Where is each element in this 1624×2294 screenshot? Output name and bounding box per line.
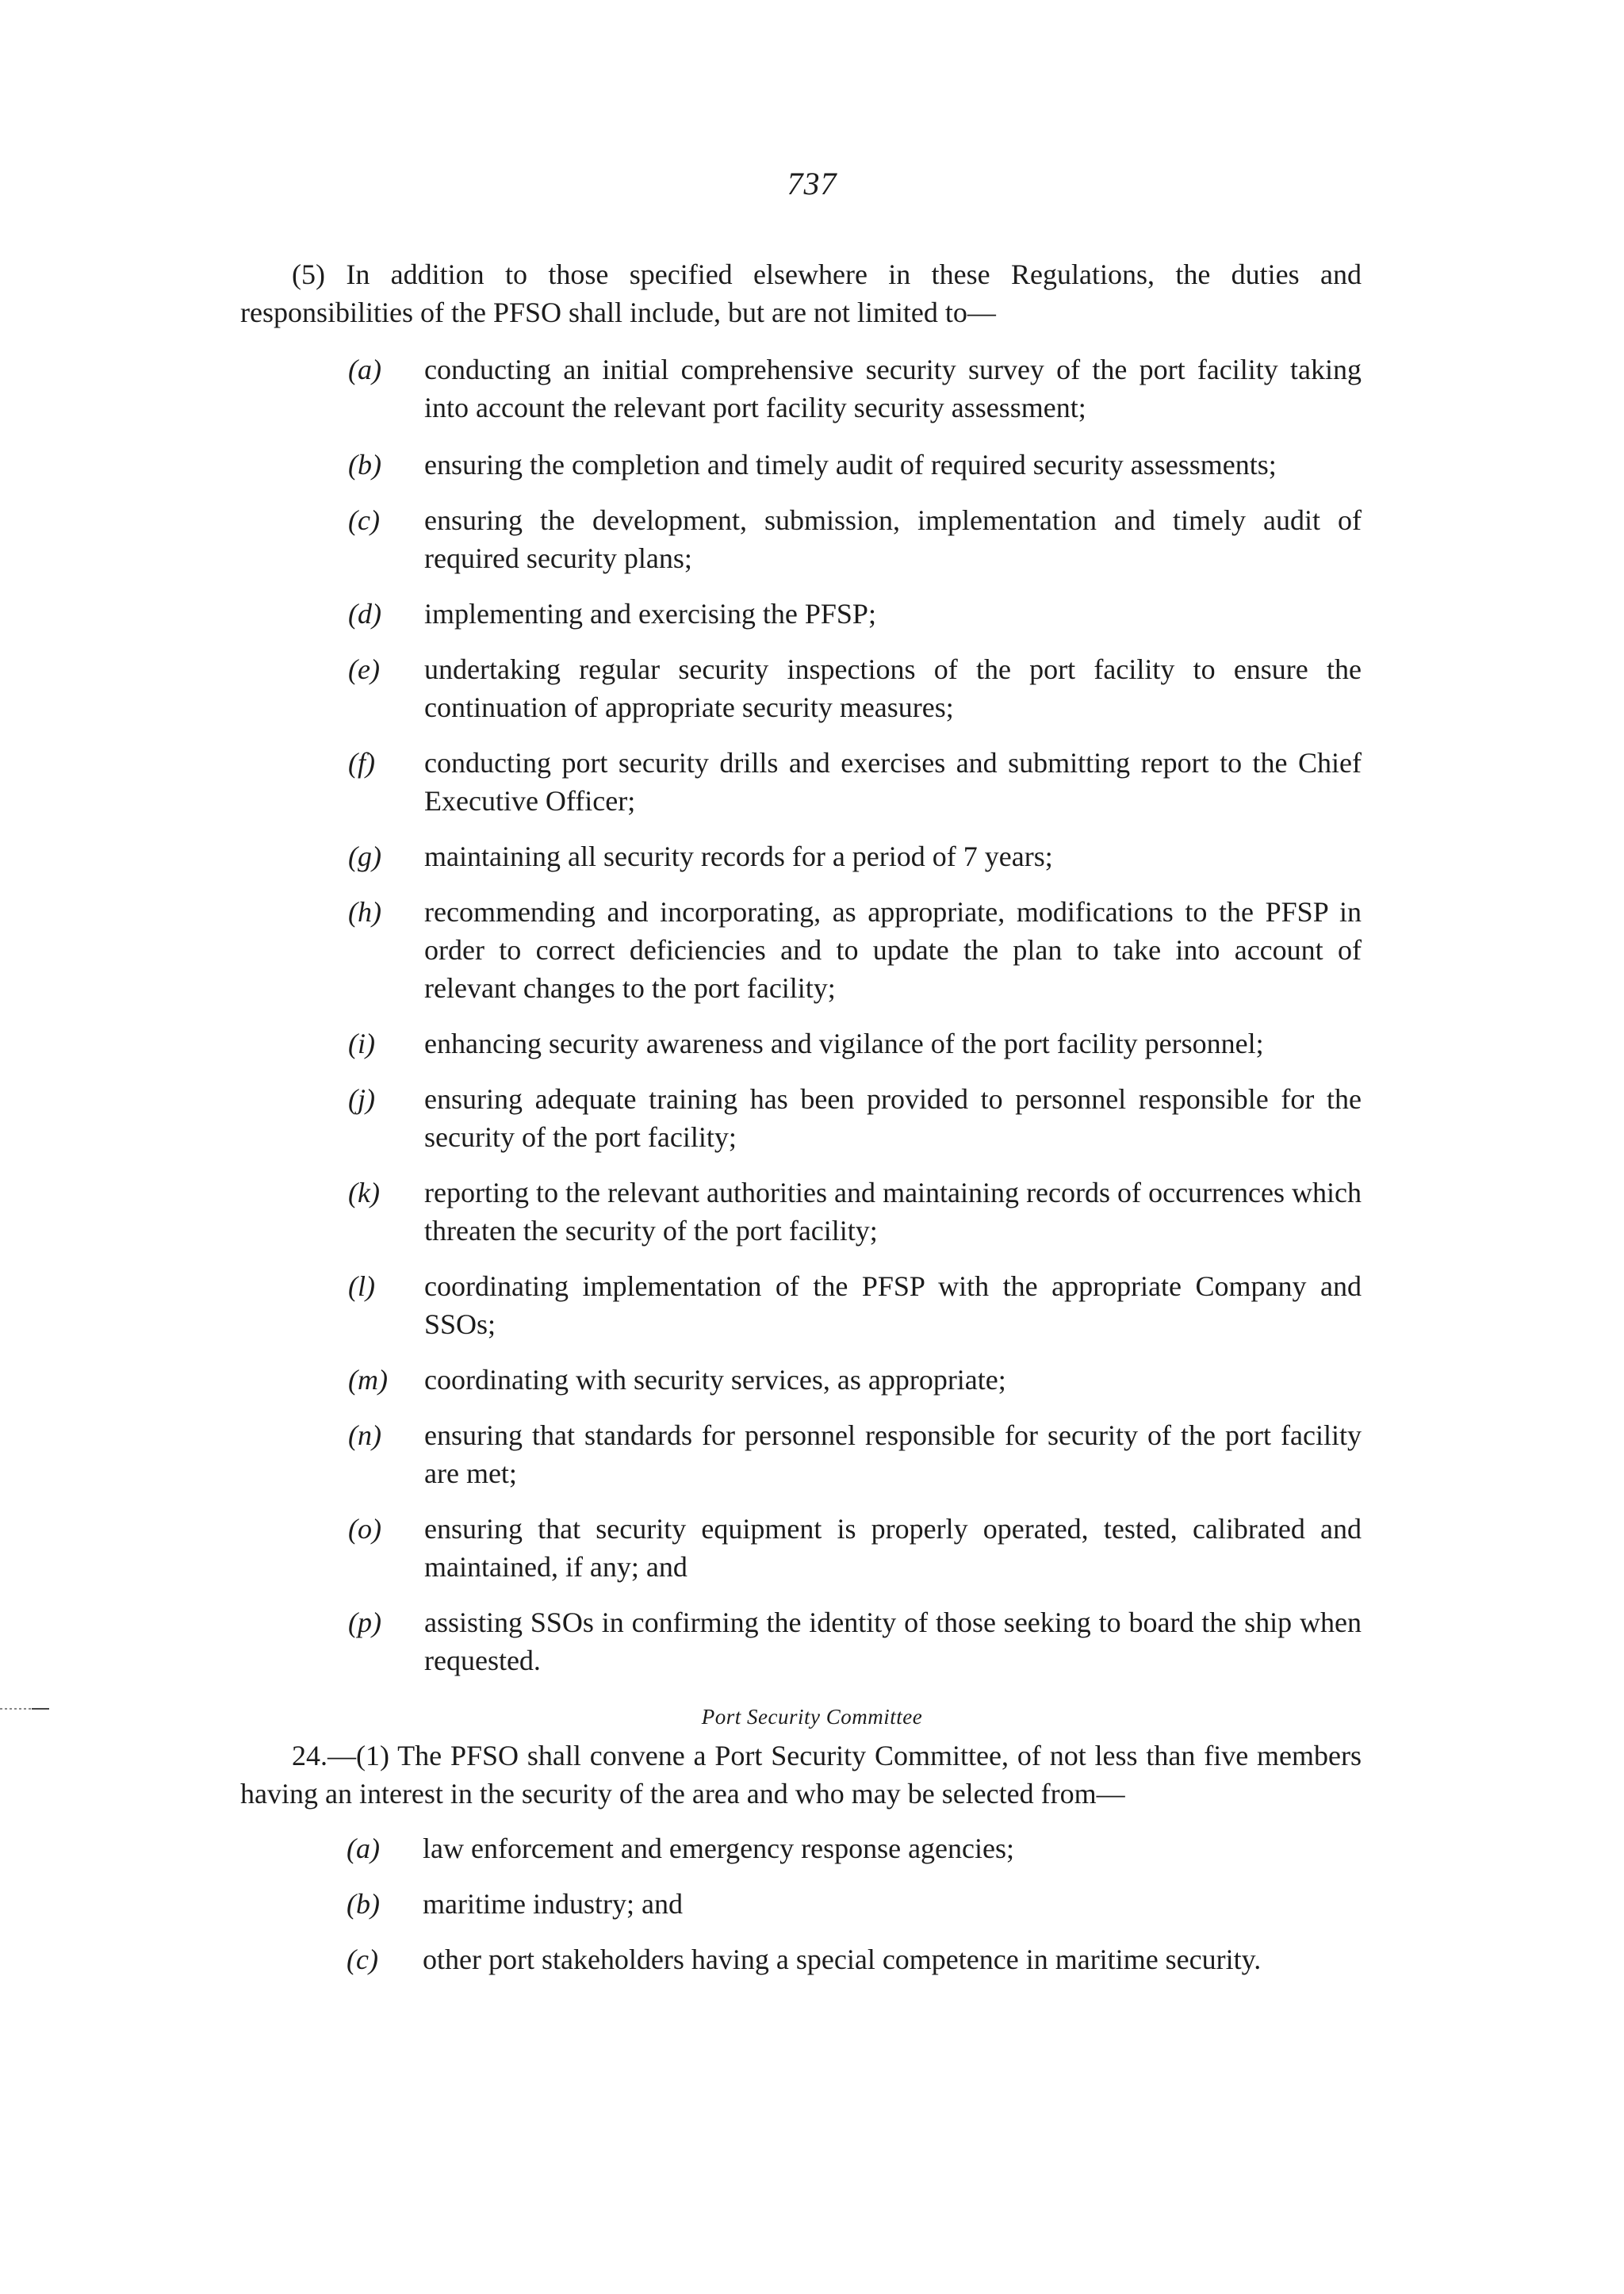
duty-label: (f): [348, 747, 375, 779]
duty-text: assisting SSOs in confirming the identity of those seeking to board the ship when requested.: [424, 1607, 1362, 1676]
duty-label: (g): [348, 841, 381, 872]
duty-text: coordinating implementation of the PFSP with the appropriate Company and SSOs;: [424, 1270, 1362, 1340]
duty-label: (e): [348, 653, 380, 685]
duty-text: conducting port security drills and exercises and submitting report to the Chief Executive Officer;: [424, 747, 1362, 817]
duty-text: maintaining all security records for a period of 7 years;: [424, 841, 1053, 872]
duty-text: ensuring the completion and timely audit of required security assessments;: [424, 449, 1277, 481]
duty-text: ensuring the development, submission, implementation and timely audit of required security plans;: [424, 504, 1362, 574]
duty-label: (j): [348, 1083, 375, 1115]
section-paragraph: [240, 1737, 1362, 1813]
duty-label: (c): [348, 504, 380, 536]
committee-source-label: (b): [347, 1888, 380, 1920]
duty-label: (b): [348, 449, 381, 481]
duty-text: implementing and exercising the PFSP;: [424, 598, 876, 630]
committee-source-text: other port stakeholders having a special competence in maritime security.: [423, 1944, 1262, 1975]
duty-text: ensuring that security equipment is properly operated, tested, calibrated and maintained, if any; and: [424, 1513, 1362, 1583]
section-paragraph-text: 24.—(1) The PFSO shall convene a Port Security Committee, of not less than five members having an interest in the security of the area and who may be selected from—: [240, 1740, 1362, 1810]
duty-label: (h): [348, 896, 381, 928]
intro-paragraph-text: (5) In addition to those specified elsewhere in these Regulations, the duties and responsibilities of the PFSO shall include, but are not limited to—: [240, 259, 1362, 328]
committee-source-label: (a): [347, 1833, 380, 1864]
duty-text: ensuring adequate training has been provided to personnel responsible for the security of the port facility;: [424, 1083, 1362, 1153]
duty-label: (l): [348, 1270, 375, 1302]
duty-label: (i): [348, 1028, 375, 1059]
duty-label: (p): [348, 1607, 381, 1638]
intro-paragraph: [240, 255, 1362, 331]
page-number: 737: [787, 166, 837, 201]
duty-text: recommending and incorporating, as appropriate, modifications to the PFSP in order to correct deficiencies and to update the plan to take into account of relevant changes to the port facility;: [424, 896, 1362, 1004]
duty-label: (m): [348, 1364, 388, 1396]
duty-text: enhancing security awareness and vigilance of the port facility personnel;: [424, 1028, 1264, 1059]
section-heading: Port Security Committee: [701, 1705, 923, 1729]
duty-label: (d): [348, 598, 381, 630]
duty-label: (o): [348, 1513, 381, 1545]
duty-text: ensuring that standards for personnel responsible for security of the port facility are met;: [424, 1419, 1362, 1489]
duty-text: conducting an initial comprehensive security survey of the port facility taking into account the relevant port facility security assessment;: [424, 354, 1362, 423]
duty-label: (a): [348, 354, 381, 385]
duty-label: (k): [348, 1177, 380, 1208]
committee-source-text: law enforcement and emergency response agencies;: [423, 1833, 1014, 1864]
duty-label: (n): [348, 1419, 381, 1451]
committee-source-label: (c): [347, 1944, 378, 1975]
committee-source-text: maritime industry; and: [423, 1888, 683, 1920]
duty-text: reporting to the relevant authorities and maintaining records of occurrences which threaten the security of the port facility;: [424, 1177, 1362, 1247]
duty-text: coordinating with security services, as appropriate;: [424, 1364, 1006, 1396]
duty-text: undertaking regular security inspections of the port facility to ensure the continuation of appropriate security measures;: [424, 653, 1362, 723]
